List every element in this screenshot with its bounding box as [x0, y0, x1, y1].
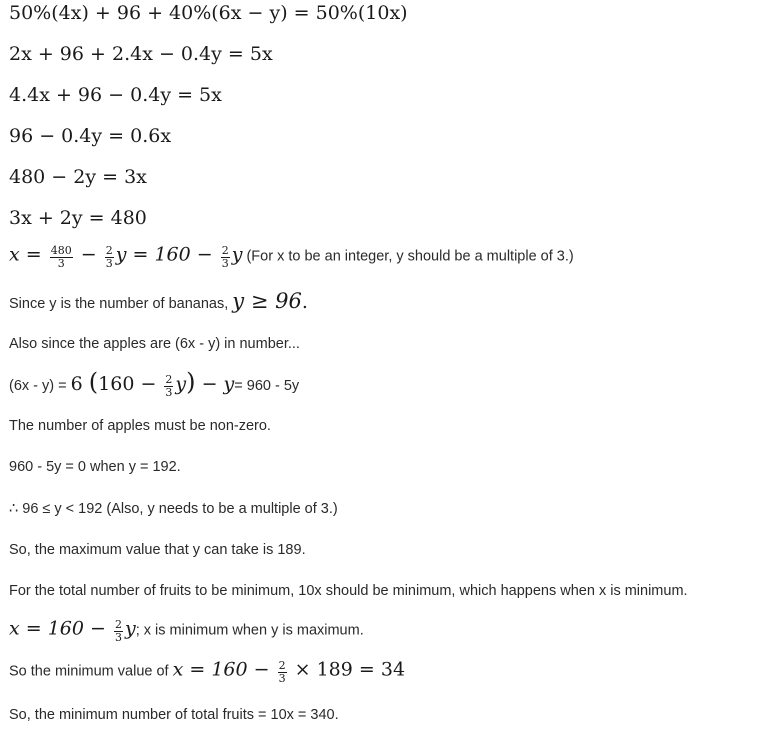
zero-when-line: 960 - 5y = 0 when y = 192.	[9, 459, 181, 475]
apples-intro: Also since the apples are (6x - y) in number...	[9, 336, 300, 352]
equation-line-1: 50%(4x) + 96 + 40%(6x − y) = 50%(10x)	[9, 2, 408, 24]
equation-line-3: 4.4x + 96 − 0.4y = 5x	[9, 84, 222, 106]
fraction-denominator: 3	[165, 385, 173, 399]
apples-coef: 6	[70, 373, 89, 395]
x-min-expression: x = 160 −	[9, 617, 112, 640]
fraction-numerator: 2	[114, 618, 122, 631]
var-y: y	[124, 617, 136, 640]
conclusion-line: So, the minimum number of total fruits = 10x = 340.	[9, 707, 339, 723]
fraction-numerator: 2	[221, 244, 229, 257]
fraction-480-3	[50, 245, 73, 269]
fraction-numerator: 2	[165, 373, 173, 387]
x-min-line	[9, 619, 364, 643]
bananas-period: .	[301, 291, 308, 313]
fraction-2-3-minval	[278, 660, 287, 684]
expression-y-eq-160: y = 160 −	[115, 243, 219, 266]
max-y-line: So, the maximum value that y can take is 189.	[9, 542, 306, 558]
bananas-inequality: y ≥ 96	[232, 289, 302, 313]
min-total-line: For the total number of fruits to be minimum, 10x should be minimum, which happens when x is minimum.	[9, 583, 688, 599]
fraction-2-3-apples	[164, 374, 173, 398]
fraction-numerator: 2	[278, 659, 286, 672]
right-paren: )	[186, 368, 196, 396]
range-line: ∴ 96 ≤ y < 192 (Also, y needs to be a multiple of 3.)	[9, 501, 338, 517]
fraction-denominator: 3	[57, 256, 65, 270]
fraction-denominator: 3	[278, 671, 286, 685]
apples-result: = 960 - 5y	[234, 378, 300, 394]
apples-equation-line	[9, 370, 299, 398]
fraction-2-3-xmin	[114, 619, 123, 643]
fraction-denominator: 3	[105, 256, 113, 270]
var-x: x	[9, 243, 20, 266]
left-paren: (	[88, 368, 99, 396]
fraction-2-3	[105, 245, 114, 269]
apples-inner: 160 −	[98, 373, 163, 395]
bananas-text: Since y is the number of bananas,	[9, 296, 233, 312]
equation-line-4: 96 − 0.4y = 0.6x	[9, 125, 172, 147]
fraction-numerator: 480	[50, 244, 72, 257]
apples-minus-y: − y	[195, 373, 235, 395]
min-value-expression: x = 160 −	[172, 658, 276, 681]
x-min-text: ; x is minimum when y is maximum.	[135, 622, 364, 639]
fraction-2-3-second	[221, 245, 230, 269]
equation-line-5: 480 − 2y = 3x	[9, 166, 147, 188]
fraction-numerator: 2	[105, 244, 113, 257]
bananas-line	[9, 291, 308, 312]
fraction-denominator: 3	[221, 256, 229, 270]
min-value-line	[9, 660, 405, 684]
apples-lhs: (6x - y) =	[9, 378, 71, 394]
nonzero-line: The number of apples must be non-zero.	[9, 418, 271, 434]
equals-sign: =	[19, 243, 48, 266]
minus-sign: −	[74, 243, 103, 266]
fraction-denominator: 3	[114, 630, 122, 644]
equation-line-6: 3x + 2y = 480	[9, 207, 147, 229]
min-value-result: × 189 = 34	[288, 658, 406, 681]
min-value-text: So the minimum value of	[9, 663, 173, 680]
equation-line-7	[9, 245, 574, 269]
var-y: y	[175, 373, 187, 395]
var-y: y	[231, 243, 243, 266]
equation-line-2: 2x + 96 + 2.4x − 0.4y = 5x	[9, 43, 273, 65]
integer-note: (For x to be an integer, y should be a multiple of 3.)	[242, 248, 574, 265]
